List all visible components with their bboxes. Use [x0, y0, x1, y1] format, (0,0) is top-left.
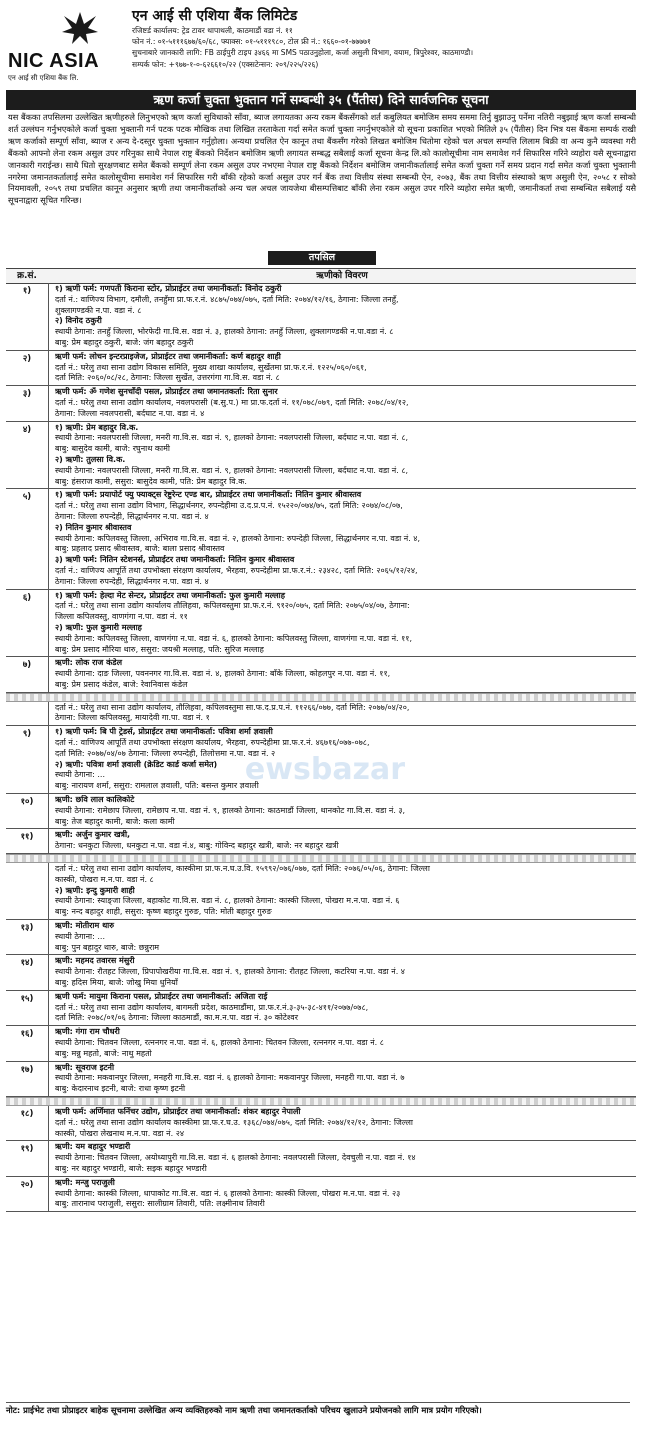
- row-serial: ९): [6, 726, 49, 793]
- row-line: स्थायी ठेगाना: कपिलवस्तु जिल्ला, अभिराव गा.वि.स. वडा नं. २, हालको ठेगाना: रुपन्देही जिल्ला, सिद्धार्थनगर न.पा. वडा नं. ४,: [55, 533, 420, 543]
- table-row: [6, 991, 636, 1026]
- table-row: [6, 351, 636, 386]
- schedule-label: तपसिल: [268, 251, 376, 265]
- row-description: [49, 351, 636, 385]
- row-line: स्थायी ठेगाना: चितवन जिल्ला, रत्ननगर न.पा. वडा नं. ६, हालको ठेगाना: चितवन जिल्ला, रत्ननगर न.पा. वडा नं. ८: [55, 1038, 384, 1047]
- contact-phone: सम्पर्क फोन: +९७७-१-०-६२६६१०/२२ (एक्सटेन्सन: २०९/२२५/२२६): [132, 59, 319, 69]
- row-serial: ११): [6, 829, 49, 853]
- row-line: २) ऋणी: तुलसा वि.क.: [55, 454, 126, 464]
- table-row: [6, 955, 636, 990]
- row-line: २) नितिन कुमार श्रीवास्तव: [55, 522, 132, 532]
- row-line: दर्ता नं.: घरेलु तथा साना उद्योग कार्यालय, बागमती प्रदेश, काठमाडौंमा, प्रा.फ.र.नं.३-३५-३८-४११/२०७७/०७८,: [55, 1002, 369, 1012]
- row-line: २) ऋणी: फुल कुमारी मल्लाह: [55, 622, 142, 632]
- row-line: ऋणी फर्म: मायुमा किराना पसल, प्रोप्राईटर तथा जमानीकर्ता: अजिता राई: [55, 991, 268, 1001]
- row-line: २) विनोद ठकुरी: [55, 316, 102, 326]
- row-line: बाबु: पुन बहादुर थारु, बाजे: छन्नुराम: [55, 942, 160, 952]
- phone-fax: फोन नं.: ०१-५१११६७७/६०/६८, फ्याक्स: ०१-५१११९८०, टोल फ्री नं.: १६६०-०१-७७७७१: [132, 37, 371, 47]
- table-row: [6, 794, 636, 829]
- row-line: ठेगाना: जिल्ला नवलपरासी, बर्दघाट न.पा. वडा नं. ४: [55, 408, 205, 418]
- row-line: स्थायी ठेगाना: तनहुँ जिल्ला, भोरफेदी गा.वि.स. वडा नं. ३, हालको ठेगाना: तनहुँ जिल्ला, शुक्लागण्डकी न.पा.वडा नं. ८: [55, 327, 394, 337]
- row-serial: १३): [6, 920, 49, 954]
- row-line: ऋणी: छवि लाल कालिकोटे: [55, 795, 135, 805]
- row-line: १) ऋणी फर्म: गणपती किराना स्टोर, प्रोप्राईटर तथा जमानीकर्ता: विनोद ठकुरी: [55, 284, 282, 293]
- row-line: दर्ता नं.: घरेलु तथा साना उद्योग कार्यालय, नवलपरासी (ब.सु.प.) मा प्रा.फ.दर्ता नं. ११/०७८/०७९, दर्ता मिति: २०७८/०४/१२,: [55, 397, 409, 407]
- row-line: ऋणी: यम बहादुर भण्डारी: [55, 1142, 131, 1152]
- brand-name: NIC ASIA: [8, 50, 100, 72]
- row-line: ऋणी: लोक राज कंडेल: [55, 658, 123, 668]
- row-serial: ७): [6, 657, 49, 691]
- row-line: दर्ता नं.: घरेलु तथा साना उद्योग कार्यालय, तौलिहवा, कपिलवस्तुमा सा.फ.द.प्र.प.नं. ११२६६/०७७, दर्ता मिति: २०७७/०४/२०,: [55, 702, 410, 712]
- row-line: स्थायी ठेगाना: मकवानपुर जिल्ला, मनहरी गा.वि.स. वडा नं. ६ हालको ठेगाना: मकवानपुर जिल्ला, मनहरी गा.पा. वडा नं. ७: [55, 1073, 405, 1083]
- row-line: ऋणी फर्म: अर्णिमात फर्निचर उद्योग, प्रोप्राईटर तथा जमानीकर्ता: शंकर बहादुर नेपाली: [55, 1106, 301, 1116]
- column-serial: क्र.सं.: [17, 271, 37, 281]
- row-description: [49, 863, 636, 919]
- row-line: दर्ता नं.: घरेलु तथा साना उद्योग विभाग, सिद्धार्थनगर, रुपन्देहीमा उ.द.प्र.प.नं. १५२२०/०७४/७५, दर्ता मिति: २०७४/०८/०७,: [55, 501, 403, 511]
- row-line: ऋणी: सूवराज इटनी: [55, 1062, 115, 1072]
- watermark: ewsbazar: [244, 752, 406, 787]
- row-description: [49, 702, 636, 726]
- row-description: [49, 386, 636, 420]
- row-line: स्थायी ठेगाना: दाङ जिल्ला, पवननगर गा.वि.स. वडा नं. ४, हालको ठेगाना: बाँके जिल्ला, कोहलपुर न.पा. वडा नं. ११,: [55, 669, 391, 679]
- row-line: बाबु: हंसराज कामी, ससुरा: बासुदेव कामी, पति: प्रेम बहादुर वि.क.: [55, 476, 247, 486]
- row-serial: ४): [6, 422, 49, 489]
- borrower-table: [6, 283, 636, 1212]
- table-row: [6, 590, 636, 658]
- table-row: [6, 702, 636, 727]
- table-row: [6, 863, 636, 920]
- row-line: स्थायी ठेगाना: ...: [55, 931, 105, 941]
- row-line: ऋणी फर्म: ॐ गणेश सुनचाँदी पसल, प्रोप्राईटर तथा जमानतकर्ता: रिता सुनार: [55, 387, 278, 397]
- row-line: २) ऋणी: इन्दु कुमारी शाही: [55, 885, 135, 895]
- row-line: १) ऋणी फर्म: प्रयापोर्ट फ्यु फ्याक्ट्स रेष्टुरेन्ट एण्ड बार, प्रोप्राईटर तथा जमानीकर्ता: नितिन कुमार श्रीवास्तव: [55, 490, 362, 500]
- table-row: [6, 657, 636, 692]
- row-line: जिल्ला कपिलवस्तु, वाणगंगा न.पा. वडा नं. ११: [55, 612, 188, 622]
- row-line: ऋणी फर्म: लोचन इन्टरप्राइजेज, प्रोप्राईटर तथा जमानीकर्ता: कर्ण बहादुर शाही: [55, 351, 281, 361]
- table-row: [6, 920, 636, 955]
- row-description: [49, 590, 636, 657]
- row-line: स्थायी ठेगाना: नवलपरासी जिल्ला, मनरी गा.वि.स. वडा नं. ९, हालको ठेगाना: नवलपरासी जिल्ला, बर्दघाट न.पा. वडा नं. ८,: [55, 433, 409, 443]
- row-line: स्थायी ठेगाना: रामेछाप जिल्ला, रामेछाप न.पा. वडा नं. ९, हालको ठेगाना: काठमाडौं जिल्ला, थानकोट गा.वि.स. वडा नं. ३,: [55, 805, 406, 815]
- row-line: बाबु: तारानाथ पराजुली, ससुरा: सालीग्राम तिवारी, पति: लक्ष्मीनाथ तिवारी: [55, 1199, 265, 1209]
- row-line: बाबु: हदिस मिया, बाजे: जोखु मिया धुनियाँ: [55, 978, 178, 988]
- notice-header: [0, 0, 645, 86]
- row-line: ऋणी: गंगा राम चौधरी: [55, 1027, 120, 1037]
- row-line: स्थायी ठेगाना: कपिलवस्तु जिल्ला, वाणगंगा न.पा. वडा नं. ६, हालको ठेगाना: कपिलवस्तु जिल्ला, वाणगंगा न.पा. वडा नं. ११,: [55, 633, 412, 643]
- row-line: ठेगाना: जिल्ला रुपन्देही, सिद्धार्थनगर न.पा. वडा नं. ४: [55, 511, 209, 521]
- nic-asia-logo-icon: [60, 10, 100, 46]
- row-serial: १९): [6, 1141, 49, 1175]
- row-serial: २०): [6, 1177, 49, 1211]
- table-row: [6, 1141, 636, 1176]
- row-line: दर्ता नं.: घरेलु तथा साना उद्योग कार्यालय तौलिहवा, कपिलवस्तुमा प्रा.फ.र.नं. ९१२०/०७५, दर्ता मिति: २०७५/०४/०७, ठेगाना:: [55, 601, 410, 611]
- notice-title: ऋण कर्जा चुक्ता भुक्तान गर्ने सम्बन्धी ३५ (पैंतीस) दिने सार्वजनिक सूचना: [6, 90, 636, 110]
- torn-section: [6, 693, 636, 702]
- row-description: [49, 1177, 636, 1211]
- row-description: [49, 991, 636, 1025]
- table-row: [6, 1062, 636, 1097]
- row-line: दर्ता मिति: २०७८/०१/०६ ठेगाना: जिल्ला काठमाडौं, का.म.न.पा. वडा नं. ३० कोटेश्वर: [55, 1013, 299, 1023]
- row-line: ऋणी: मन्जु पराजुली: [55, 1177, 115, 1187]
- torn-section: [6, 1097, 636, 1106]
- table-row: [6, 386, 636, 421]
- row-serial: १०): [6, 794, 49, 828]
- row-line: बाबु: बासुदेव कामी, बाजे: रघुनाथ कामी: [55, 444, 170, 454]
- row-description: [49, 920, 636, 954]
- row-serial: २): [6, 351, 49, 385]
- row-line: स्थायी ठेगाना: ...: [55, 770, 105, 780]
- footnote: नोट: प्राईभेट तथा प्रोप्राइटर बाहेक सूचनामा उल्लेखित अन्य व्यक्तिहरुको नाम ऋणी तथा जमानतकर्ताको परिचय खुलाउने प्रयोजनको लागि मात्र प्रयोग गरिएको।: [6, 1402, 630, 1417]
- row-line: बाबु: नर बहादुर भण्डारी, बाजे: सइक बहादुर भण्डारी: [55, 1163, 207, 1173]
- row-line: शुक्लागण्डकी न.पा. वडा नं. ८: [55, 305, 142, 315]
- row-serial: १७): [6, 1062, 49, 1096]
- row-line: स्थायी ठेगाना: चितवन जिल्ला, अयोध्यापुरी गा.वि.स. वडा नं. ६ हालको ठेगाना: नवलपरासी जिल्ला, देवचुली न.पा. वडा नं. १४: [55, 1153, 416, 1163]
- row-line: कास्की, पोखरा म.न.पा. वडा नं. ८: [55, 874, 154, 884]
- row-line: स्थायी ठेगाना: कास्की जिल्ला, धापाकोट गा.वि.स. वडा नं. ६ हालको ठेगाना: कास्की जिल्ला, पोखरा म.न.पा. वडा नं. २३: [55, 1188, 401, 1198]
- table-row: [6, 422, 636, 490]
- row-line: दर्ता नं.: घरेलु तथा साना उद्योग कार्यालय, कास्कीमा प्रा.फ.न.घ.उ.वि. १५९९२/०७६/०७७, दर्ता मिति: २०७६/०५/०६, ठेगाना: जिल्ला: [55, 864, 430, 874]
- table-row: [6, 726, 636, 794]
- table-header: [6, 268, 636, 284]
- row-line: बाबु: नन्द बहादुर शाही, ससुरा: कृष्ण बहादुर गुरुङ, पति: मोती बहादुर गुरुङ: [55, 907, 272, 917]
- row-line: स्थायी ठेगाना: रौतहट जिल्ला, प्रिपापोखरीया गा.वि.स. वडा नं. ९, हालको ठेगाना: रौतहट जिल्ला, कटरिया न.पा. वडा नं. ४: [55, 967, 405, 977]
- row-line: ३) ऋणी फर्म: नितिन स्टेशनर्स, प्रोप्राईटर तथा जमानीकर्ता: नितिन कुमार श्रीवास्तव: [55, 555, 295, 565]
- bank-contact-block: [132, 8, 637, 70]
- registered-office: रजिष्टर्ड कार्यालय: ट्रेड टावर थापाथली, काठमाडौं वडा नं. ११: [132, 26, 293, 35]
- row-line: दर्ता नं.: वाणिज्य विभाग, दमौली, तनहुँमा प्रा.फ.र.नं. ४८७५/०७४/०७५, दर्ता मिति: २०७४/१२/१६, ठेगाना: जिल्ला तनहुँ,: [55, 294, 399, 304]
- row-line: दर्ता मिति: २०७७/०४/०७ ठेगाना: जिल्ला रुपन्देही, तिलोत्तमा न.पा. वडा नं. २: [55, 748, 276, 758]
- row-description: [49, 955, 636, 989]
- sms-info: सुचनाबारे जानकारी लागि: FB ठाईपुरी टाइप ३४६६ मा SMS पठाउनुहोला, कर्जा असुली विभाग, वयाम, त्रिपुरेश्वर, काठमाण्डौ।: [132, 48, 474, 58]
- table-row: [6, 829, 636, 854]
- row-line: दर्ता नं.: वाणिज्य आपूर्ति तथा उपभोक्ता संरक्षण कार्यालय, भैरहवा, रुपन्देहीमा प्रा.फ.र.नं.: २३४२८, दर्ता मिति: २०६५/१२/२४,: [55, 565, 418, 575]
- row-description: [49, 489, 636, 588]
- row-serial: [6, 702, 49, 726]
- table-row: [6, 1177, 636, 1212]
- row-serial: १५): [6, 991, 49, 1025]
- row-serial: ५): [6, 489, 49, 588]
- row-serial: [6, 863, 49, 919]
- row-line: १) ऋणी फर्म: हेल्दा मेट सेन्टर, प्रोप्राईटर तथा जमानीकर्ता: फुल कुमारी मल्लाह: [55, 590, 285, 600]
- torn-section: [6, 854, 636, 863]
- row-line: बाबु: प्रहलाद प्रसाद श्रीवास्तव, बाजे: बाला प्रसाद श्रीवास्तव: [55, 544, 225, 554]
- row-serial: १४): [6, 955, 49, 989]
- row-line: बाबु: तेज बहादुर कामी, बाजे: कला कामी: [55, 816, 175, 826]
- row-line: बाबु: मन्नु महतो, बाजे: नाथु महतो: [55, 1048, 152, 1058]
- brand-subtitle: एन आई सी एशिया बैंक लि.: [8, 74, 79, 82]
- row-serial: ३): [6, 386, 49, 420]
- row-description: [49, 1026, 636, 1060]
- row-line: ठेगाना: जिल्ला रुपन्देही, सिद्धार्थनगर न.पा. वडा नं. ४: [55, 576, 209, 586]
- row-line: दर्ता नं.: वाणिज्य आपूर्ति तथा उपभोक्ता संरक्षण कार्यालय, भैरहवा, रुपन्देहीमा प्रा.फ.र.नं. ४६७१६/०७७-०७८,: [55, 738, 370, 748]
- row-serial: १): [6, 283, 49, 350]
- bank-name: एन आई सी एशिया बैंक लिमिटेड: [132, 8, 298, 24]
- row-description: [49, 1106, 636, 1140]
- row-description: [49, 283, 636, 350]
- row-line: बाबु: प्रेम बहादुर ठकुरी, बाजे: जंग बहादुर ठकुरी: [55, 337, 194, 347]
- row-line: बाबु: केदारनाथ इटनी, बाजे: राधा कृष्ण इटनी: [55, 1084, 186, 1094]
- row-line: दर्ता नं.: घरेलु तथा साना उद्योग विकास समिति, मुख्य शाखा कार्यालय, सुर्खेतमा प्रा.फ.र.नं. १२२५/०६०/०६१,: [55, 362, 367, 372]
- table-row: [6, 1106, 636, 1141]
- row-line: ऋणी: अर्जुन कुमार खत्री,: [55, 830, 131, 840]
- row-line: बाबु: प्रेम प्रसाद कंडेल, बाजे: रेवानिवास कंडेल: [55, 679, 188, 689]
- column-description: ऋणीको विवरण: [316, 271, 368, 281]
- row-serial: १६): [6, 1026, 49, 1060]
- notice-body: यस बैंकका तपसिलमा उल्लेखित ऋणीहरुले लिनुभएको ऋण कर्जा सुविधाको साँवा, ब्याज लगायतका अन्य रकम बैंकसँगको शर्त कबुलियत बमोजिम समय सममा तिर्नु बुझाउनु पर्नेमा नतिरी नबुझाई ऋण कर्जा सम्बन्धी शर्त उल्लंघन गर्नुभएकोले कर्जा चुक्ता भुक्तानी गर्न पटक पटक मौखिक तथा लिखित तरताकेता गर्दा समेत कर्जा चुक्ता नगर्नुभएकोले यो सूचना प्रकाशित भएको मितिले ३५ (पैंतीस) दिन भित्र यस बैंकमा सम्पर्क राखी ऋण कर्जाको सम्पूर्ण साँवा, ब्याज र अन्य दे-दस्तुर चुक्ता भुक्तान गर्नुहोला। अन्यथा प्रचलित ऐन कानून तथा बैंकसँग गरेको लिखत बमोजिम धितोमा रहेको चल अचल सम्पत्ति लिलाम बिक्री वा अन्य कुनै व्यवस्था गरी बैंकको आफ्नो लेना रकम असुल उपर गरिनुका साथै नेपाल राष्ट्र बैंकको निर्देशन बमोजिम ऋणी लगायत सम्बद्ध सबैलाई कर्जा सूचना केन्द्र लि.को कालोसूचीमा नाम समावेश गर्न सिफारिस गरिने व्यहोरा यसै सूचनाद्वारा जानकारी गराईन्छ। साथै धितो सुरक्षणबाट समेत बैंकको सम्पूर्ण लेना रकम असुल उपर नभएमा नेपाल राष्ट्र बैंकको निर्देशन बमोजिम जमानीकर्तालाई समेत कर्जा चुक्ता गर्ने समय प्रदान गर्दा समेत कर्जा चुक्ता भुक्तानी नगरेमा जमानतकर्तालाई समेत कालोसूचीमा समावेश गर्न सिफारिस गरी बाँकी रहेको कर्जा असुल उपर गर्न बैंक तथा वित्तीय संस्था सम्बन्धी ऐन, २०७३, बैंक तथा वित्तीय संस्थाको ऋण असुली ऐन, २०५८ र सोको नियमावली, २०५९ तथा प्रचलित कानून अनुसार ऋणी तथा जमानीकर्ताको अन्य चल अचल जायजेथा बीसम्पत्तिबाट बाँकी लेना रकम असुल उपर गरिने व्यहोरा समेत ऋणी, जमानीकर्ता तथा सम्बन्धित सबैलाई यसै सूचनाद्वारा सूचित गरिन्छ।: [8, 112, 636, 206]
- row-line: बाबु: नारायण शर्मा, ससुरा: रामलाल ज्ञवाली, पति: बसन्त कुमार ज्ञवाली: [55, 781, 259, 791]
- table-row: [6, 1026, 636, 1061]
- row-description: [49, 829, 636, 853]
- row-line: ऋणी: महमद तवारस मंसुरी: [55, 956, 135, 966]
- row-serial: १८): [6, 1106, 49, 1140]
- row-line: बाबु: प्रेम प्रसाद मौरिया थारु, ससुरा: जयश्री मल्लाह, पति: सुरिज मल्लाह: [55, 644, 264, 654]
- table-row: [6, 283, 636, 351]
- row-line: स्थायी ठेगाना: स्याङ्जा जिल्ला, बहाकोट गा.वि.स. वडा नं. ८, हालको ठेगाना: कास्की जिल्ला, पोखरा म.न.पा. वडा नं. ६: [55, 896, 400, 906]
- row-line: ठेगाना: धनकुटा जिल्ला, धनकुटा न.पा. वडा नं.४, बाबु: गोविन्द बहादुर खत्री, बाजे: नर बहादुर खत्री: [55, 841, 339, 851]
- row-serial: ६): [6, 590, 49, 657]
- row-line: ठेगाना: जिल्ला कपिलवस्तु, मायादेवी गा.पा. वडा नं. १: [55, 713, 210, 723]
- row-line: ऋणी: मोतीराम थारु: [55, 921, 115, 931]
- row-description: [49, 1062, 636, 1096]
- row-description: [49, 657, 636, 691]
- row-description: [49, 726, 636, 793]
- row-line: कास्की, पोखरा लेखनाथ म.न.पा. वडा नं. २४: [55, 1128, 185, 1138]
- row-line: दर्ता मिति: २०६०/०८/२८, ठेगाना: जिल्ला सुर्खेत, उत्तरगंगा गा.वि.स. वडा नं. ८: [55, 373, 280, 383]
- row-line: दर्ता नं.: घरेलु तथा साना उद्योग कार्यालय कास्कीमा प्रा.फ.र.घ.उ. १३६८/०७४/०७५, दर्ता मिति: २०७४/१२/१२, ठेगाना: जिल्ला: [55, 1117, 413, 1127]
- row-description: [49, 794, 636, 828]
- row-line: १) ऋणी फर्म: बि पी ट्रेडर्स, प्रोप्राईटर तथा जमानीकर्ता: पवित्रा शर्मा ज्ञवाली: [55, 727, 273, 737]
- row-line: १) ऋणी: प्रेम बहादुर वि.क.: [55, 422, 139, 432]
- table-row: [6, 489, 636, 589]
- row-line: २) ऋणी: पवित्रा शर्मा ज्ञवाली (क्रेडिट कार्ड कर्जा समेत): [55, 759, 218, 769]
- row-line: स्थायी ठेगाना: नवलपरासी जिल्ला, मनरी गा.वि.स. वडा नं. ९, हालको ठेगाना: नवलपरासी जिल्ला, बर्दघाट न.पा. वडा नं. ८,: [55, 465, 409, 475]
- row-description: [49, 422, 636, 489]
- row-description: [49, 1141, 636, 1175]
